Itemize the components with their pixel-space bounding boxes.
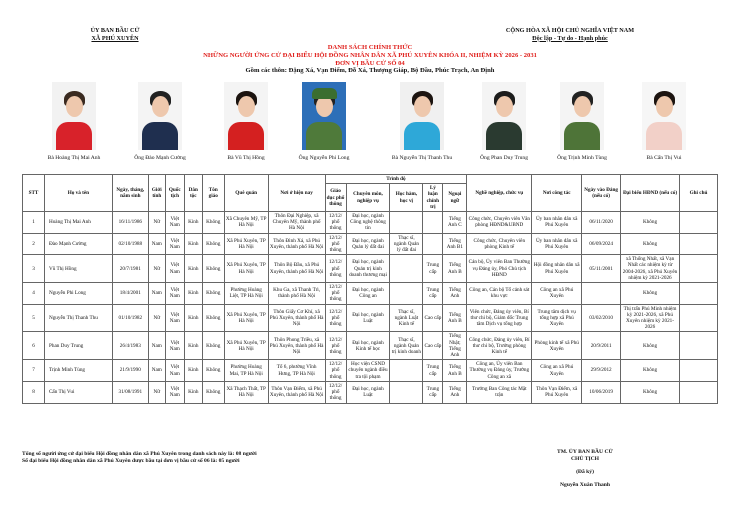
cell-language: Tiếng Nhật; Tiếng Anh [443, 332, 467, 360]
cell-ethnicity: Kinh [184, 381, 202, 403]
cell-religion: Không [202, 255, 224, 283]
cell-language: Tiếng Anh [443, 283, 467, 305]
cell-occupation: Công an, Cán bộ Tổ cảnh sát khu vực [467, 283, 532, 305]
cell-language: Tiếng Anh B [443, 304, 467, 332]
cell-name: Hoàng Thị Mai Anh [44, 212, 112, 234]
title-line-3: ĐƠN VỊ BẦU CỬ SỐ 04 [335, 59, 405, 67]
cell-general-edu: 12/12/ phổ thông [325, 304, 346, 332]
cell-ethnicity: Kinh [184, 255, 202, 283]
cell-religion: Không [202, 381, 224, 403]
portrait-image [400, 82, 444, 150]
candidate-photo-card [387, 82, 457, 161]
portrait-image [482, 82, 526, 150]
title-line-2: NHỮNG NGƯỜI ỨNG CỬ ĐẠI BIỂU HỘI ĐỒNG NHÂN DÂN XÃ PHÚ XUYÊN KHÓA II, NHIỆM KỲ 2026 - 2031 [203, 51, 537, 59]
cell-language: Tiếng Anh B [443, 255, 467, 283]
cell-political: Trung cấp [423, 255, 443, 283]
cell-specialty: Đại học, ngành Quản lý đất đai [346, 233, 390, 255]
col-delegate: Đại biểu HĐND (nếu có) [621, 175, 680, 212]
cell-nationality: Việt Nam [165, 381, 184, 403]
cell-workplace: Phòng kinh tế xã Phú Xuyên [532, 332, 582, 360]
cell-occupation: Công chức, Đảng ủy viên, Bí thư chi bộ, Trưởng phòng Kinh tế [467, 332, 532, 360]
photo-caption: Bà Vũ Thị Hồng [227, 155, 265, 161]
cell-residence: Khu Ga, xã Thanh Trì, thành phố Hà Nội [268, 283, 325, 305]
table-header-row [23, 175, 718, 184]
cell-gender: Nam [148, 283, 165, 305]
col-degree: Học hàm, học vị [390, 184, 423, 212]
col-occupation: Nghề nghiệp, chức vụ [467, 175, 532, 212]
cell-party-date: 29/9/2012 [582, 360, 621, 382]
cell-stt: 2 [23, 233, 45, 255]
cell-party-date: 10/06/2019 [582, 381, 621, 403]
cell-political [423, 212, 443, 234]
candidate-photo-card [289, 82, 359, 161]
col-workplace: Nơi công tác [532, 175, 582, 212]
cell-nationality: Việt Nam [165, 233, 184, 255]
cell-party-date [582, 283, 621, 305]
cell-language: Tiếng Anh B [443, 360, 467, 382]
photo-caption: Bà Cấn Thị Vui [646, 155, 682, 161]
cell-occupation: Trưởng Ban Công tác Mặt trận [467, 381, 532, 403]
cell-party-date: 06/11/2020 [582, 212, 621, 234]
cell-residence: Thôn Đại Nghiệp, xã Chuyên Mỹ, thành phố Hà Nội [268, 212, 325, 234]
col-stt: STT [23, 175, 45, 212]
cell-dob: 16/11/1986 [112, 212, 148, 234]
summary-total: Tổng số người ứng cử đại biểu Hội đồng nhân dân xã Phú Xuyên trong danh sách này là: 08 người [22, 451, 257, 457]
cell-hometown: Phường Hoàng Mai, TP Hà Nội [224, 360, 268, 382]
cell-workplace: Công an xã Phú Xuyên [532, 283, 582, 305]
cell-specialty: Đại học, ngành Công nghệ thông tin [346, 212, 390, 234]
cell-degree [390, 212, 423, 234]
table-row [23, 255, 718, 283]
cell-hometown: Xã Chuyên Mỹ, TP Hà Nội [224, 212, 268, 234]
portrait-image [224, 82, 268, 150]
col-ethnicity: Dân tộc [184, 175, 202, 212]
cell-gender: Nữ [148, 381, 165, 403]
cell-hometown: Xã Phú Xuyên, TP Hà Nội [224, 233, 268, 255]
cell-delegate: Không [621, 233, 680, 255]
cell-gender: Nam [148, 360, 165, 382]
col-education-group: Trình độ [325, 175, 467, 184]
cell-hometown: Xã Phú Xuyên, TP Hà Nội [224, 304, 268, 332]
cell-nationality: Việt Nam [165, 304, 184, 332]
photo-caption: Ông Trịnh Minh Tùng [557, 155, 607, 161]
issuer-header [60, 27, 170, 42]
cell-language: Tiếng Anh C [443, 212, 467, 234]
cell-specialty: Đại học, ngành Luật [346, 304, 390, 332]
cell-general-edu: 12/12/ phổ thông [325, 332, 346, 360]
cell-residence: Thôn Đình Xá, xã Phú Xuyên, thành phố Hà Nội [268, 233, 325, 255]
cell-degree: Thạc sĩ, ngành Luật Kinh tế [390, 304, 423, 332]
cell-nationality: Việt Nam [165, 360, 184, 382]
cell-workplace: Trung tâm dịch vụ tổng hợp xã Phú Xuyên [532, 304, 582, 332]
cell-workplace: Ủy ban nhân dân xã Phú Xuyên [532, 212, 582, 234]
candidate-photo-card [469, 82, 539, 161]
cell-stt: 6 [23, 332, 45, 360]
cell-name: Vũ Thị Hồng [44, 255, 112, 283]
cell-note [679, 304, 717, 332]
portrait-image [138, 82, 182, 150]
cell-delegate: Không [621, 283, 680, 305]
table-row [23, 332, 718, 360]
col-residence: Nơi ở hiện nay [268, 175, 325, 212]
cell-ethnicity: Kinh [184, 304, 202, 332]
cell-nationality: Việt Nam [165, 212, 184, 234]
cell-note [679, 283, 717, 305]
cell-name: Đào Mạnh Cường [44, 233, 112, 255]
cell-specialty: Đại học, ngành Luật [346, 381, 390, 403]
cell-general-edu: 12/12/ phổ thông [325, 381, 346, 403]
cell-delegate: Không [621, 360, 680, 382]
col-nationality: Quốc tịch [165, 175, 184, 212]
cell-gender: Nam [148, 332, 165, 360]
table-row [23, 360, 718, 382]
cell-party-date: 03/02/2010 [582, 304, 621, 332]
col-gender: Giới tính [148, 175, 165, 212]
document-title [150, 44, 590, 75]
cell-residence: Tổ 6, phường Vĩnh Hưng, TP Hà Nội [268, 360, 325, 382]
cell-workplace: Hội đồng nhân dân xã Phú Xuyên [532, 255, 582, 283]
cell-degree: Thạc sĩ, ngành Quản lý đất đai [390, 233, 423, 255]
cell-ethnicity: Kinh [184, 212, 202, 234]
cell-stt: 1 [23, 212, 45, 234]
cell-dob: 02/10/1988 [112, 233, 148, 255]
cell-political: Cao cấp [423, 304, 443, 332]
cell-occupation: Viên chức, Đảng ủy viên, Bí thư chi bộ, Giám đốc Trung tâm Dịch vụ tổng hợp [467, 304, 532, 332]
cell-political: Trung cấp [423, 283, 443, 305]
col-party-date: Ngày vào Đảng (nếu có) [582, 175, 621, 212]
cell-dob: 26/4/1983 [112, 332, 148, 360]
cell-hometown: Xã Phú Xuyên, TP Hà Nội [224, 255, 268, 283]
title-subtitle: Gồm các thôn: Đặng Xá, Vạn Điểm, Đỗ Xá, Thượng Giáp, Bộ Đầu, Phúc Trạch, An Định [245, 67, 495, 75]
title-line-1: DANH SÁCH CHÍNH THỨC [327, 44, 413, 51]
cell-occupation: Công an, Ủy viên Ban Thường vụ Đảng ủy, Trưởng Công an xã [467, 360, 532, 382]
cell-specialty: Đại học, ngành Kinh tế học [346, 332, 390, 360]
cell-gender: Nữ [148, 212, 165, 234]
cell-nationality: Việt Nam [165, 283, 184, 305]
cell-gender: Nữ [148, 304, 165, 332]
cell-party-date: 20/9/2011 [582, 332, 621, 360]
cell-note [679, 360, 717, 382]
cell-delegate: Không [621, 381, 680, 403]
cell-language: Tiếng Anh [443, 381, 467, 403]
cell-hometown: Xã Phú Xuyên, TP Hà Nội [224, 332, 268, 360]
cell-specialty: Đại học, ngành Công an [346, 283, 390, 305]
col-political: Lý luận chính trị [423, 184, 443, 212]
candidate-table [22, 174, 718, 404]
cell-gender: Nữ [148, 255, 165, 283]
cell-general-edu: 12/12/ phổ thông [325, 283, 346, 305]
cell-political [423, 233, 443, 255]
portrait-image [302, 82, 346, 150]
cell-delegate: Thị trấn Phú Minh nhiệm kỳ 2021-2026, xã Phú Xuyên nhiệm kỳ 2021-2026 [621, 304, 680, 332]
candidate-photo-card [125, 82, 195, 161]
cell-ethnicity: Kinh [184, 283, 202, 305]
candidate-photo-card [629, 82, 699, 161]
cell-specialty: Đại học, ngành Quản trị kinh doanh thương mại [346, 255, 390, 283]
summary [22, 451, 257, 465]
cell-name: Cấn Thị Vui [44, 381, 112, 403]
cell-degree [390, 360, 423, 382]
national-name: CỘNG HÒA XÃ HỘI CHỦ NGHĨA VIỆT NAM [505, 27, 635, 34]
cell-hometown: Phường Hoàng Liệt, TP Hà Nội [224, 283, 268, 305]
cell-degree [390, 283, 423, 305]
cell-nationality: Việt Nam [165, 332, 184, 360]
col-specialty: Chuyên môn, nghiệp vụ [346, 184, 390, 212]
table-row [23, 233, 718, 255]
cell-general-edu: 12/12/ phổ thông [325, 255, 346, 283]
cell-note [679, 332, 717, 360]
cell-name: Nguyễn Phi Long [44, 283, 112, 305]
cell-stt: 5 [23, 304, 45, 332]
cell-dob: 20/7/1981 [112, 255, 148, 283]
photo-caption: Bà Hoàng Thị Mai Anh [47, 155, 101, 161]
photo-caption: Ông Phan Duy Trung [479, 155, 529, 161]
col-dob: Ngày, tháng, năm sinh [112, 175, 148, 212]
col-note: Ghi chú [679, 175, 717, 212]
cell-degree: Thạc sĩ, ngành Quản trị kinh doanh [390, 332, 423, 360]
portrait-image [560, 82, 604, 150]
cell-general-edu: 12/12/ phổ thông [325, 212, 346, 234]
candidate-photo-card [39, 82, 109, 161]
col-name: Họ và tên [44, 175, 112, 212]
cell-note [679, 381, 717, 403]
cell-political: Cao cấp [423, 332, 443, 360]
cell-religion: Không [202, 212, 224, 234]
cell-religion: Không [202, 332, 224, 360]
cell-name: Trịnh Minh Tùng [44, 360, 112, 382]
cell-stt: 4 [23, 283, 45, 305]
cell-residence: Thôn Giấy Cơ Khí, xã Phú Xuyên, thành phố Hà Nội [268, 304, 325, 332]
photo-caption: Bà Nguyễn Thị Thanh Thu [391, 155, 453, 161]
cell-degree [390, 381, 423, 403]
cell-occupation: Công chức, Chuyên viên Văn phòng HĐND&UBND [467, 212, 532, 234]
sign-title: CHỦ TỊCH [570, 456, 600, 462]
national-motto [490, 27, 650, 42]
cell-hometown: Xã Thạch Thất, TP Hà Nội [224, 381, 268, 403]
signature-block [525, 449, 645, 489]
candidate-photos [40, 82, 720, 168]
cell-delegate: xã Thống Nhất, xã Vạn Nhất các nhiệm kỳ từ 2004-2026, xã Phú Xuyên nhiệm kỳ 2021-2026 [621, 255, 680, 283]
cell-dob: 21/9/1990 [112, 360, 148, 382]
cell-dob: 31/08/1991 [112, 381, 148, 403]
cell-gender: Nam [148, 233, 165, 255]
col-general-edu: Giáo dục phổ thông [325, 184, 346, 212]
cell-stt: 8 [23, 381, 45, 403]
cell-party-date: 06/09/2024 [582, 233, 621, 255]
motto: Độc lập - Tự do - Hạnh phúc [532, 34, 608, 42]
cell-delegate: Không [621, 332, 680, 360]
cell-ethnicity: Kinh [184, 332, 202, 360]
cell-general-edu: 12/12/ phổ thông [325, 360, 346, 382]
photo-caption: Ông Đào Mạnh Cường [134, 155, 186, 161]
col-language: Ngoại ngữ [443, 184, 467, 212]
cell-specialty: Học viện CSND chuyên ngành điều tra tội phạm [346, 360, 390, 382]
cell-workplace: Thôn Vạn Điểm, xã Phú Xuyên [532, 381, 582, 403]
cell-religion: Không [202, 360, 224, 382]
signer-name: Nguyễn Xuân Thanh [560, 482, 610, 488]
cell-language: Tiếng Anh B1 [443, 233, 467, 255]
cell-party-date: 05/11/2001 [582, 255, 621, 283]
table-row [23, 381, 718, 403]
issuer-line-2: XÃ PHÚ XUYÊN [91, 34, 139, 42]
sign-status: (Đã ký) [576, 469, 594, 475]
cell-workplace: Công an xã Phú Xuyên [532, 360, 582, 382]
cell-note [679, 255, 717, 283]
cell-general-edu: 12/12/ phổ thông [325, 233, 346, 255]
cell-dob: 01/10/1982 [112, 304, 148, 332]
sign-org: TM. ỦY BAN BẦU CỬ [557, 449, 613, 455]
cell-religion: Không [202, 283, 224, 305]
cell-name: Nguyễn Thị Thanh Thu [44, 304, 112, 332]
cell-stt: 7 [23, 360, 45, 382]
cell-religion: Không [202, 304, 224, 332]
table-row [23, 283, 718, 305]
cell-residence: Thôn Vạn Điểm, xã Phú Xuyên, thành phố Hà Nội [268, 381, 325, 403]
cell-nationality: Việt Nam [165, 255, 184, 283]
cell-occupation: Cán bộ, Ủy viên Ban Thường vụ Đảng ủy, Phó Chủ tịch HĐND [467, 255, 532, 283]
col-religion: Tôn giáo [202, 175, 224, 212]
cell-political: Trung cấp [423, 381, 443, 403]
issuer-line-1: ỦY BAN BẦU CỬ [90, 27, 140, 34]
portrait-image [642, 82, 686, 150]
cell-political: Trung cấp [423, 360, 443, 382]
cell-residence: Thôn Bộ Đầu, xã Phú Xuyên, thành phố Hà Nội [268, 255, 325, 283]
candidate-photo-card [547, 82, 617, 161]
cell-religion: Không [202, 233, 224, 255]
cell-delegate: Không [621, 212, 680, 234]
table-row [23, 304, 718, 332]
cell-ethnicity: Kinh [184, 233, 202, 255]
summary-seats: Số đại biểu Hội đồng nhân dân xã Phú Xuyên được bầu tại đơn vị bầu cử số 06 là: 05 người [22, 458, 240, 464]
cell-dob: 18/4/2001 [112, 283, 148, 305]
cell-residence: Thôn Phong Triều, xã Phú Xuyên, thành phố Hà Nội [268, 332, 325, 360]
table-row [23, 212, 718, 234]
col-hometown: Quê quán [224, 175, 268, 212]
photo-caption: Ông Nguyễn Phi Long [298, 155, 350, 161]
portrait-image [52, 82, 96, 150]
cell-note [679, 233, 717, 255]
candidate-photo-card [211, 82, 281, 161]
cell-workplace: Ủy ban nhân dân xã Phú Xuyên [532, 233, 582, 255]
cell-ethnicity: Kinh [184, 360, 202, 382]
cell-occupation: Công chức, Chuyên viên phòng Kinh tế [467, 233, 532, 255]
cell-name: Phan Duy Trung [44, 332, 112, 360]
cell-note [679, 212, 717, 234]
cell-degree [390, 255, 423, 283]
cell-stt: 3 [23, 255, 45, 283]
